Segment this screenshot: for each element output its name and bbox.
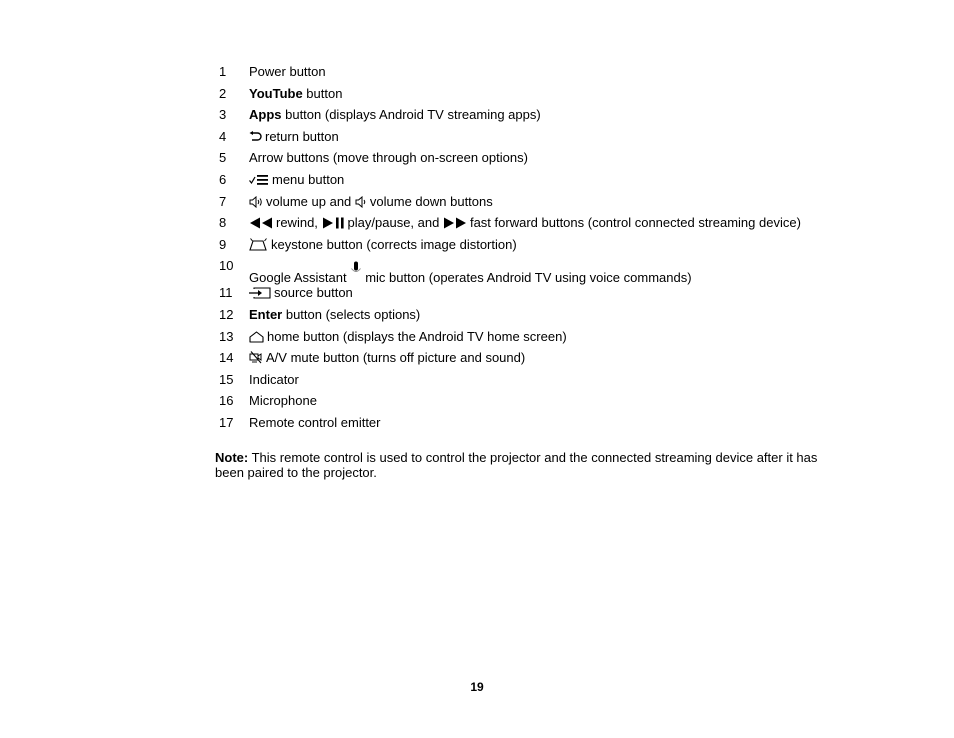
item-description: YouTube button [249,85,343,101]
item-description: Arrow buttons (move through on-screen options) [249,150,528,166]
list-item [219,370,859,392]
menu-icon [249,174,269,186]
item-description: Apps button (displays Android TV streaming apps) [249,107,541,123]
source-icon [249,287,271,299]
item-description: Power button [249,64,326,79]
item-number: 4 [219,128,227,144]
item-number: 2 [219,85,227,101]
item-description: Enter button (selects options) [249,306,421,322]
item-description: rewind, play/pause, and fast forward buttons (control connected streaming device) [249,213,801,232]
item-number: 1 [219,64,227,79]
list-item [219,84,859,106]
play-pause-icon [322,217,345,229]
rewind-icon [249,217,273,229]
item-description: source button [249,283,353,302]
list-item [219,170,859,192]
list-item [219,391,859,413]
item-description: Google Assistant mic button (operates Android TV using voice commands) [249,261,692,287]
list-item [219,62,859,84]
item-number: 8 [219,215,227,231]
keystone-icon [249,238,268,251]
fast-forward-icon [443,217,467,229]
list-item [219,192,859,214]
item-number: 9 [219,236,227,252]
item-number: 11 [219,285,233,301]
item-description: Remote control emitter [249,414,381,430]
item-description: menu button [249,170,344,189]
item-number: 3 [219,107,227,123]
list-item [219,105,859,127]
list-item [219,327,859,349]
item-number: 6 [219,171,227,187]
item-description: return button [249,127,339,146]
return-icon [249,131,262,143]
list-item [219,413,859,435]
volume-up-icon [249,196,263,208]
item-description: Microphone [249,393,317,409]
page-number: 19 [470,680,484,694]
item-number: 12 [219,306,234,322]
list-item [219,305,859,327]
item-number: 14 [219,350,234,366]
note-paragraph [215,450,835,480]
list-item [219,256,859,286]
item-number: 15 [219,371,234,387]
item-description: volume up and volume down buttons [249,192,493,211]
list-item [219,283,859,305]
button-legend-list [219,62,859,435]
item-number: 10 [219,258,234,274]
item-description: A/V mute button (turns off picture and sound) [249,348,525,367]
list-item [219,213,859,235]
volume-down-icon [355,196,367,208]
item-description: home button (displays the Android TV home screen) [249,327,567,346]
item-number: 7 [219,193,227,209]
item-number: 16 [219,393,234,409]
list-item [219,235,859,257]
button-name: Enter [249,306,283,322]
list-item [219,348,859,370]
item-number: 13 [219,328,234,344]
list-item [219,127,859,149]
button-name: YouTube [249,85,303,101]
list-item [219,148,859,170]
home-icon [249,331,264,343]
note-text: This remote control is used to control the projector and the connected streaming device after it has been paired to the projector. [215,450,818,480]
item-description: keystone button (corrects image distortion) [249,235,517,254]
item-description: Indicator [249,371,299,387]
item-number: 17 [219,414,234,430]
mic-icon [350,261,362,278]
item-number: 5 [219,150,227,166]
button-name: Apps [249,107,282,123]
av-mute-icon [249,351,263,364]
note-label: Note: [215,450,249,465]
